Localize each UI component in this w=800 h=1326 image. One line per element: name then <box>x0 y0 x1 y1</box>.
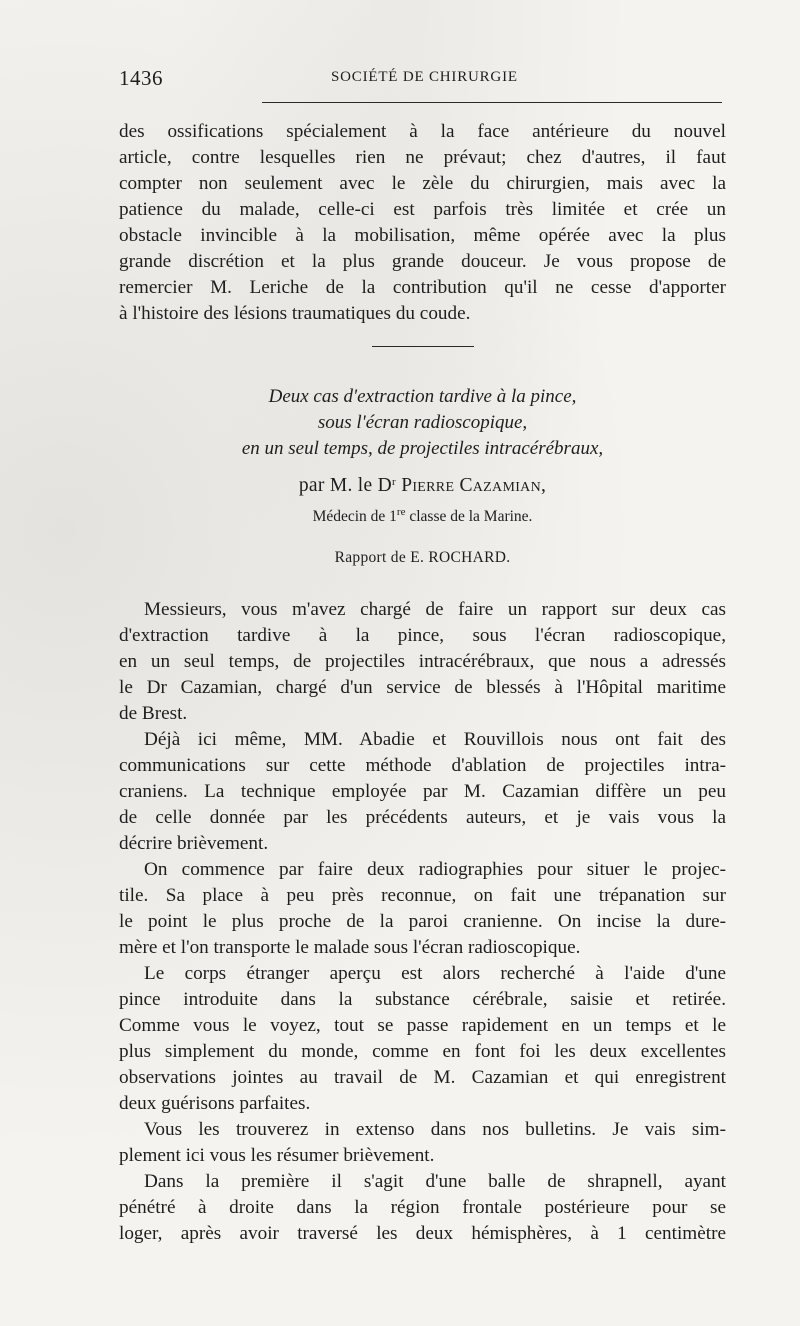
page-number: 1436 <box>119 66 163 90</box>
title-line: en un seul temps, de projectiles intracérébraux, <box>241 438 604 459</box>
affiliation-prefix: Médecin de 1 <box>312 508 397 525</box>
text-line: Vous les trouverez in extenso dans nos bulletins. Je vais sim- <box>144 1119 726 1140</box>
text-line: pince introduite dans la substance cérébrale, saisie et retirée. <box>119 989 726 1010</box>
text-line: Comme vous le voyez, tout se passe rapidement en un temps et le <box>119 1015 726 1036</box>
text-line: craniens. La technique employée par M. Cazamian diffère un peu <box>119 781 726 802</box>
paragraph <box>119 727 726 857</box>
text-line: Déjà ici même, MM. Abadie et Rouvillois nous ont fait des <box>144 729 726 750</box>
intro-paragraph <box>119 119 726 327</box>
title-line: sous l'écran radioscopique, <box>317 412 528 433</box>
title-line: Deux cas d'extraction tardive à la pince, <box>268 386 577 407</box>
paragraph <box>119 597 726 727</box>
text-line: en un seul temps, de projectiles intracérébraux, que nous a adressés <box>119 651 726 672</box>
text-line: article, contre lesquelles rien ne prévaut; chez d'autres, il faut <box>119 147 726 168</box>
paragraph <box>119 1169 726 1247</box>
text-line: grande discrétion et la plus grande douceur. Je vous propose de <box>119 251 726 272</box>
text-line: le point le plus proche de la paroi cranienne. On incise la dure- <box>119 911 726 932</box>
text-line: de celle donnée par les précédents auteurs, et je vais vous la <box>119 807 726 828</box>
author-prefix: par M. le D <box>298 475 393 496</box>
text-line: plement ici vous les résumer brièvement. <box>119 1145 435 1166</box>
header-rule <box>262 102 722 103</box>
text-line: tile. Sa place à peu près reconnue, on fait une trépanation sur <box>119 885 726 906</box>
paragraph <box>119 961 726 1117</box>
article-body <box>119 597 726 1247</box>
article-title <box>119 384 726 462</box>
author-affiliation <box>119 508 726 526</box>
text-line: obstacle invincible à la mobilisation, même opérée avec la plus <box>119 225 726 246</box>
text-line: Messieurs, vous m'avez chargé de faire un rapport sur deux cas <box>144 599 726 620</box>
page-header <box>119 66 723 88</box>
running-title: SOCIÉTÉ DE CHIRURGIE <box>331 69 518 85</box>
text-line: loger, après avoir traversé les deux hémisphères, à 1 centimètre <box>119 1223 726 1244</box>
affiliation-sup: re <box>396 506 406 518</box>
text-line: d'extraction tardive à la pince, sous l'écran radioscopique, <box>119 625 726 646</box>
text-line: décrire brièvement. <box>119 833 269 854</box>
text-line: deux guérisons parfaites. <box>119 1093 311 1114</box>
text-line: patience du malade, celle-ci est parfois très limitée et crée un <box>119 199 726 220</box>
article-author <box>119 475 726 497</box>
author-name: Pierre Cazamian, <box>401 475 547 496</box>
text-line: à l'histoire des lésions traumatiques du coude. <box>119 303 471 324</box>
text-line: remercier M. Leriche de la contribution qu'il ne cesse d'apporter <box>119 277 726 298</box>
text-line: communications sur cette méthode d'ablation de projectiles intra- <box>119 755 726 776</box>
text-line: pénétré à droite dans la région frontale postérieure pour se <box>119 1197 726 1218</box>
text-line: observations jointes au travail de M. Cazamian et qui enregistrent <box>119 1067 726 1088</box>
section-separator <box>372 346 474 347</box>
paragraph <box>119 857 726 961</box>
paragraph <box>119 1117 726 1169</box>
text-line: On commence par faire deux radiographies pour situer le projec- <box>144 859 726 880</box>
text-line: Le corps étranger aperçu est alors recherché à l'aide d'une <box>144 963 726 984</box>
text-line: des ossifications spécialement à la face antérieure du nouvel <box>119 121 726 142</box>
author-sup: r <box>392 476 397 488</box>
text-line: de Brest. <box>119 703 188 724</box>
text-line: le Dr Cazamian, chargé d'un service de blessés à l'Hôpital maritime <box>119 677 726 698</box>
report-line: Rapport de E. ROCHARD. <box>334 549 511 566</box>
text-line: mère et l'on transporte le malade sous l'écran radioscopique. <box>119 937 581 958</box>
text-line: compter non seulement avec le zèle du chirurgien, mais avec la <box>119 173 726 194</box>
affiliation-suffix: classe de la Marine. <box>405 508 533 525</box>
text-line: Dans la première il s'agit d'une balle de shrapnell, ayant <box>144 1171 726 1192</box>
text-line: plus simplement du monde, comme en font foi les deux excellentes <box>119 1041 726 1062</box>
